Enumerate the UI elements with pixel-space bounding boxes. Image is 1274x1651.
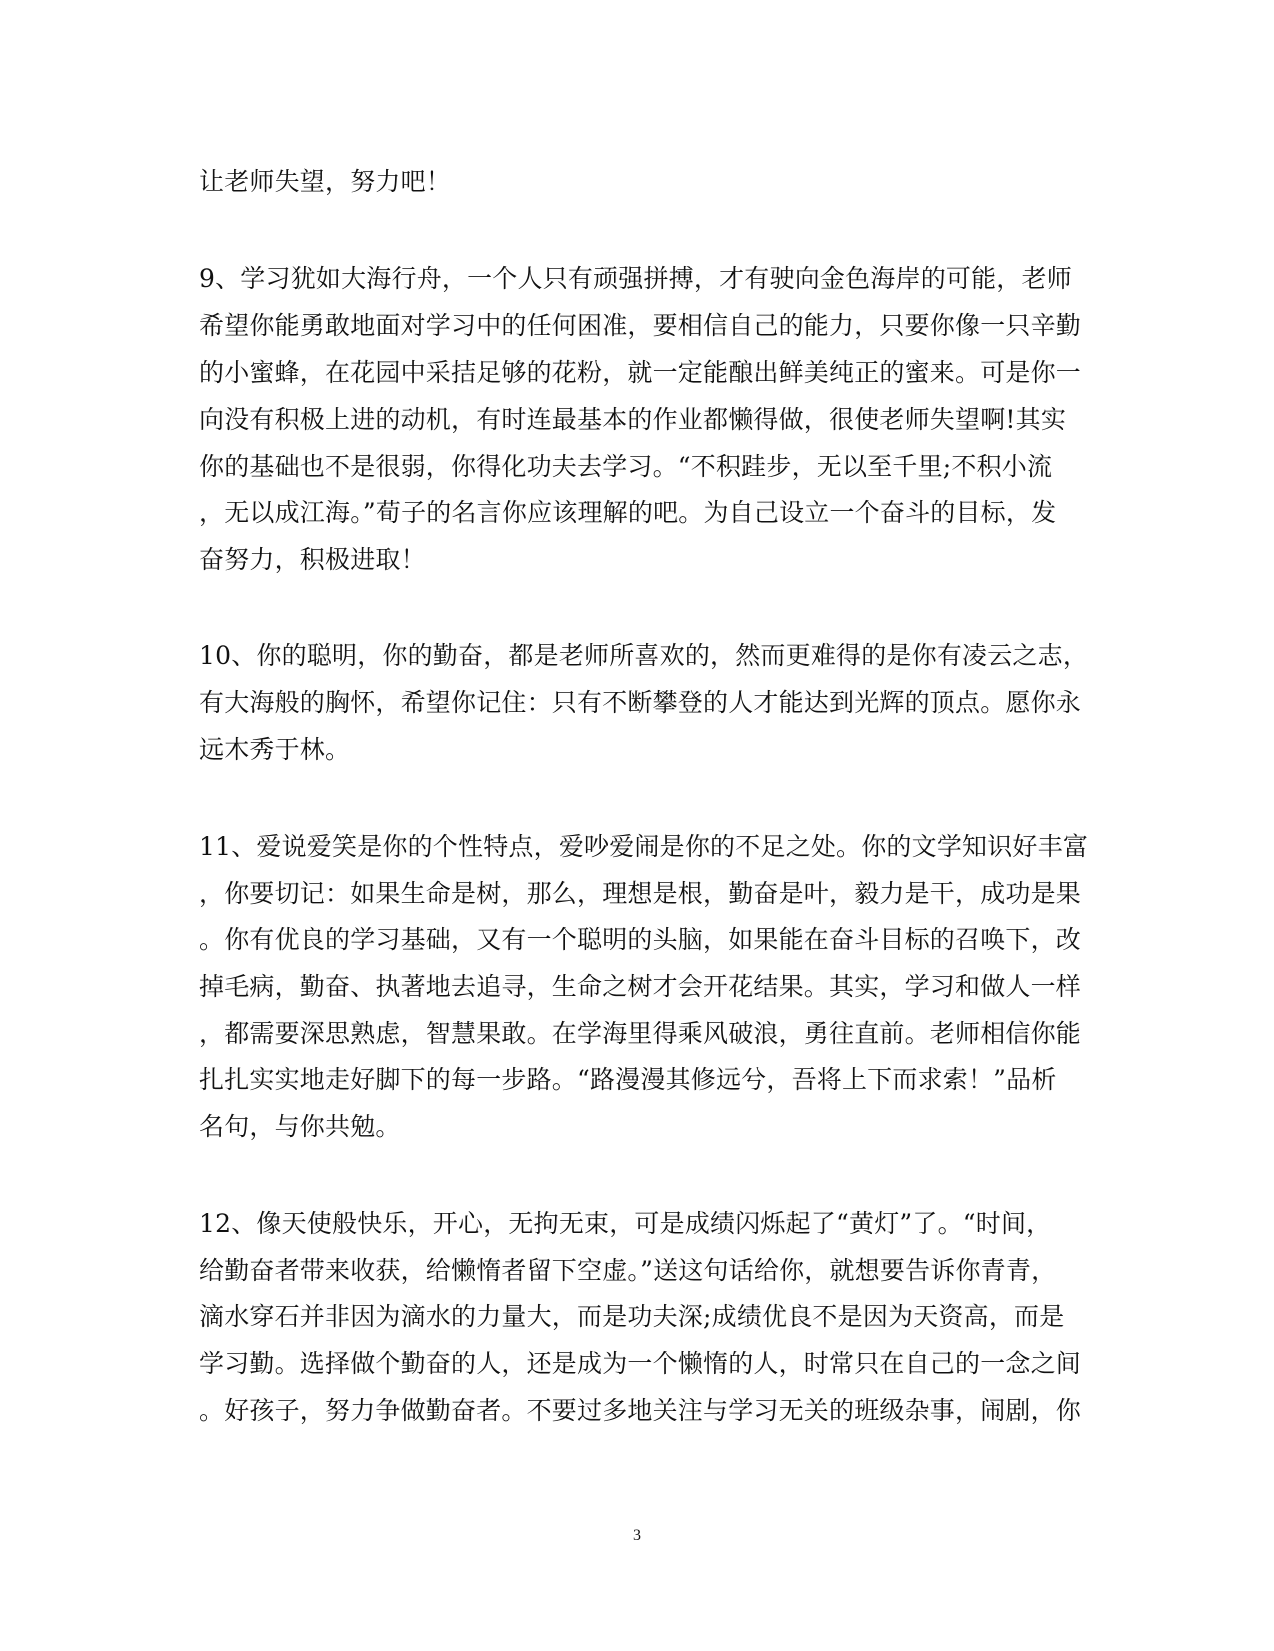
- text-line: 让老师失望，努力吧！: [199, 167, 452, 196]
- text-line: ，你要切记：如果生命是树，那么，理想是根，勤奋是叶，毅力是干，成功是果: [199, 879, 1082, 908]
- page-number: 3: [633, 1527, 641, 1544]
- text-line: 。你有优良的学习基础，又有一个聪明的头脑，如果能在奋斗目标的召唤下，改: [199, 925, 1082, 954]
- text-line: 扎扎实实地走好脚下的每一步路。“路漫漫其修远兮，吾将上下而求索！”品析: [199, 1065, 1057, 1094]
- text-line: 11、爱说爱笑是你的个性特点，爱吵爱闹是你的不足之处。你的文学知识好丰富: [199, 832, 1089, 861]
- text-line: 学习勤。选择做个勤奋的人，还是成为一个懒惰的人，时常只在自己的一念之间: [199, 1349, 1082, 1378]
- text-line: 9、学习犹如大海行舟，一个人只有顽强拼搏，才有驶向金色海岸的可能，老师: [199, 264, 1072, 293]
- text-line: 希望你能勇敢地面对学习中的任何困准，要相信自己的能力，只要你像一只辛勤: [199, 311, 1082, 340]
- text-line: ，无以成江海。”荀子的名言你应该理解的吧。为自己设立一个奋斗的目标，发: [199, 498, 1057, 527]
- text-line: 的小蜜蜂，在花园中采拮足够的花粉，就一定能酿出鲜美纯正的蜜来。可是你一: [199, 358, 1082, 387]
- text-line: 掉毛病，勤奋、执著地去追寻，生命之树才会开花结果。其实，学习和做人一样: [199, 972, 1082, 1001]
- text-line: 10、你的聪明，你的勤奋，都是老师所喜欢的，然而更难得的是你有凌云之志，: [199, 641, 1089, 670]
- text-line: 名句，与你共勉。: [199, 1112, 401, 1141]
- text-line: 。好孩子，努力争做勤奋者。不要过多地关注与学习无关的班级杂事，闹剧，你: [199, 1396, 1082, 1425]
- text-line: 12、像天使般快乐，开心，无拘无束，可是成绩闪烁起了“黄灯”了。“时间，: [199, 1209, 1052, 1238]
- text-line: 给勤奋者带来收获，给懒惰者留下空虚。”送这句话给你，就想要告诉你青青，: [199, 1256, 1057, 1285]
- text-line: 奋努力，积极进取！: [199, 545, 426, 574]
- text-line: 有大海般的胸怀，希望你记住：只有不断攀登的人才能达到光辉的顶点。愿你永: [199, 688, 1082, 717]
- text-line: ，都需要深思熟虑，智慧果敢。在学海里得乘风破浪，勇往直前。老师相信你能: [199, 1019, 1082, 1048]
- text-line: 向没有积极上进的动机，有时连最基本的作业都懒得做，很使老师失望啊!其实: [199, 405, 1067, 434]
- text-line: 远木秀于林。: [199, 735, 351, 764]
- text-line: 你的基础也不是很弱，你得化功夫去学习。“不积跬步，无以至千里;不积小流: [199, 452, 1053, 481]
- text-line: 滴水穿石并非因为滴水的力量大，而是功夫深;成绩优良不是因为天资高，而是: [199, 1302, 1065, 1331]
